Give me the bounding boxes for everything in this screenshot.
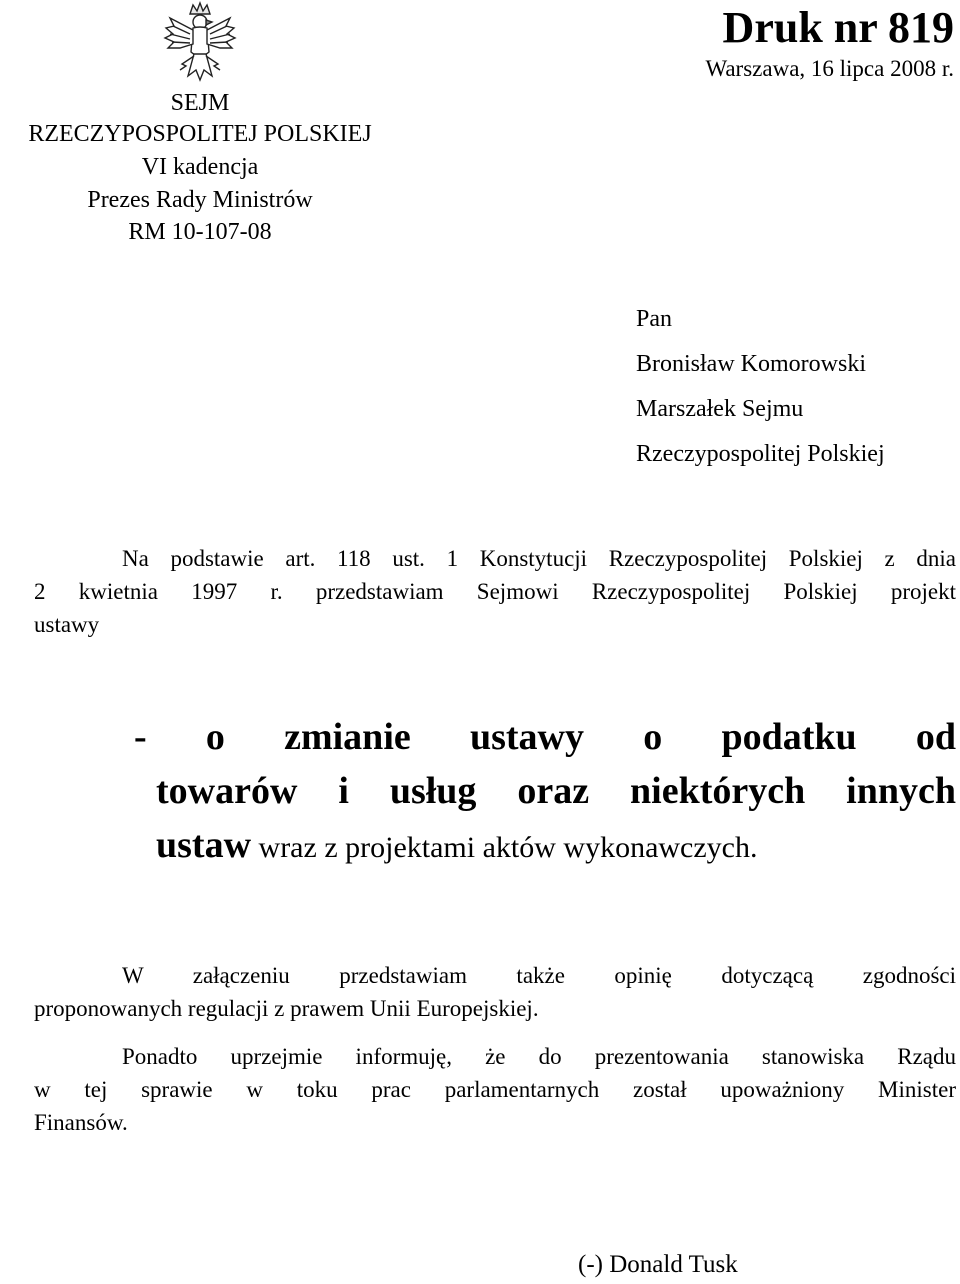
signature: (-) Donald Tusk (578, 1251, 738, 1278)
attachment-paragraph (34, 959, 956, 1025)
bill-title-bold-word: ustaw (156, 824, 252, 866)
intro-line-2: 2 kwietnia 1997 r. przedstawiam Sejmowi Rzeczypospolitej Polskiej projekt (34, 579, 956, 604)
bill-title-rest: wraz z projektami aktów wykonawczych. (251, 831, 758, 864)
reference-number: RM 10-107-08 (128, 219, 272, 245)
polish-eagle-emblem-icon (160, 0, 240, 84)
institution-line-kadencja: VI kadencja (141, 154, 259, 180)
intro-line-3: ustawy (34, 612, 100, 637)
print-number: Druk nr 819 (722, 3, 954, 52)
institution-line-prezes: Prezes Rady Ministrów (87, 187, 313, 213)
info-line-1: Ponadto uprzejmie informuję, że do prezentowania stanowiska Rządu (122, 1044, 956, 1069)
bill-title-line-1: - o zmianie ustawy o podatku od (134, 716, 956, 758)
addressee-salutation: Pan (636, 306, 672, 332)
bill-title-line-2: towarów i usług oraz niektórych innych (156, 770, 956, 812)
bill-title-line-3 (134, 818, 956, 875)
addressee-position: Marszałek Sejmu (636, 396, 804, 422)
institution-line-rp: RZECZYPOSPOLITEJ POLSKIEJ (28, 121, 372, 147)
attachment-line-2: proponowanych regulacji z prawem Unii Europejskiej. (34, 996, 539, 1021)
info-line-2: w tej sprawie w toku prac parlamentarnych został upoważniony Minister (34, 1077, 956, 1102)
intro-line-1: Na podstawie art. 118 ust. 1 Konstytucji Rzeczypospolitej Polskiej z dnia (122, 546, 956, 571)
bill-title (134, 710, 956, 875)
info-paragraph (34, 1040, 956, 1139)
institution-line-sejm: SEJM (170, 90, 230, 116)
place-date: Warszawa, 16 lipca 2008 r. (705, 56, 954, 81)
addressee-name: Bronisław Komorowski (636, 351, 866, 377)
intro-paragraph (34, 542, 956, 641)
attachment-line-1: W załączeniu przedstawiam także opinię dotyczącą zgodności (122, 963, 956, 988)
addressee-country: Rzeczypospolitej Polskiej (636, 441, 885, 467)
info-line-3: Finansów. (34, 1110, 128, 1135)
